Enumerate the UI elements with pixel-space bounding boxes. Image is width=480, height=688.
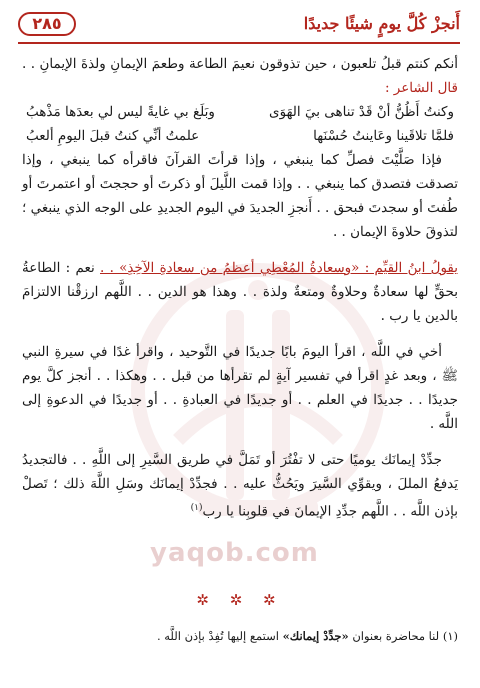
paragraph-1-text: أنكم كنتم قبلُ تلعبون ، حين تذوقون نعيمَ الطاعة وطعمَ الإيمانِ ولذةَ الإيمانِ . . [22, 56, 458, 72]
poem-line-1-second-half: وبَلَغ بي غايةً ليس لي بعدَها مَذْهبُ [26, 104, 215, 120]
main-text [22, 52, 458, 524]
paragraph-5 [22, 448, 458, 524]
poem-line-1-first-half: وكنتُ أَظُنُّ أنْ قَدْ تناهى بيَ الهَوَى [269, 104, 454, 120]
footnote [22, 627, 458, 645]
poem-line-2 [22, 124, 458, 148]
footnote-lecture-title: «جدِّدْ إيمانك» [282, 629, 349, 643]
paragraph-4: أخي في اللَّه ، اقرأ اليومَ بابًا جديدًا في التَّوحيد ، واقرأ غدًا في سيرةِ النبي ﷺ ، وبعد غدٍ اقرأ في تفسير آيةٍ لم تقرأها من قبل . . وهكذا . . أنجز كلَّ يوم جديدًا . . جديدًا في العلم . . أو جديدًا في العبادةِ . . أو جديدًا في الدعوةِ إلى اللَّه . [22, 344, 458, 432]
paragraph-5-text: جدِّدْ إيمانَك يوميًا حتى لا تفْتُرَ أو تَمَلَّ في طريق السَّيرِ إلى اللَّهِ . . فالتجديدُ يَدفعُ المللَ ، ويقوِّي السَّيرَ ويَحُثُّ عليه . . فجدِّدْ إيمانَك وسَلِ اللَّهَ ذلك ؛ تَصلْ بإذن اللَّه . . اللَّهم جدِّدِ الإيمانَ في قلوبِنا يا رب [22, 452, 458, 520]
footnote-number: (١) [442, 629, 458, 643]
paragraph-3 [22, 256, 458, 328]
poet-intro: قال الشاعر : [384, 80, 458, 96]
paragraph-3-text: نعم : الطاعةُ بحقٍّ لها سعادةٌ وحلاوةٌ ومتعةٌ ولذة . . وهذا هو الدين . . اللَّهم ارزقْنا الالتزامَ بالدين يا رب . [22, 260, 458, 324]
paragraph-2: فإذا صَلَّيْتَ فصلِّ كما ينبغي ، وإذا قرأتَ القرآنَ فاقرأه كما ينبغي ، وإذا تصدقت فتصدق كما ينبغي . . وإذا قمت اللَّيلَ أو ذكرتَ أو حججتَ أو اعتمرتَ أو طُفتَ أو سجدتَ فبحق . . أَنجزِ الجديدَ في اليوم الجديدِ على الوجه الذي ينبغي ؛ لتذوقَ حلاوةَ الإيمان . . [22, 152, 458, 240]
footnote-marker: (١) [190, 503, 203, 513]
poem-line-1 [22, 100, 458, 124]
running-title: أَنجزْ كُلَّ يومٍ شيئًا جديدًا [303, 14, 460, 33]
section-separator: ✲ ✲ ✲ [196, 591, 284, 609]
header-divider [18, 42, 460, 44]
poem-line-2-second-half: علمتُ أنِّي كنتُ قبلَ اليومِ ألعبُ [26, 128, 200, 144]
poem-line-2-first-half: فلمَّا تلاقَينا وعَاينتُ حُسْنَها [313, 128, 454, 144]
footnote-after: استمع إليها تُفِدْ بإذن اللَّه . [156, 629, 279, 643]
watermark-text: yaqob.com [150, 538, 319, 568]
page-number-badge: ٢٨٥ [18, 12, 76, 36]
ibn-qayyim-quote: يقولُ ابنُ القيِّم : «وسعادةُ المُعْطِي أعظمُ من سعادةِ الآخِذِ» . . [100, 260, 459, 276]
page-header [18, 12, 460, 42]
footnote-before: لنا محاضرة بعنوان [352, 629, 440, 643]
paragraph-1 [22, 52, 458, 100]
